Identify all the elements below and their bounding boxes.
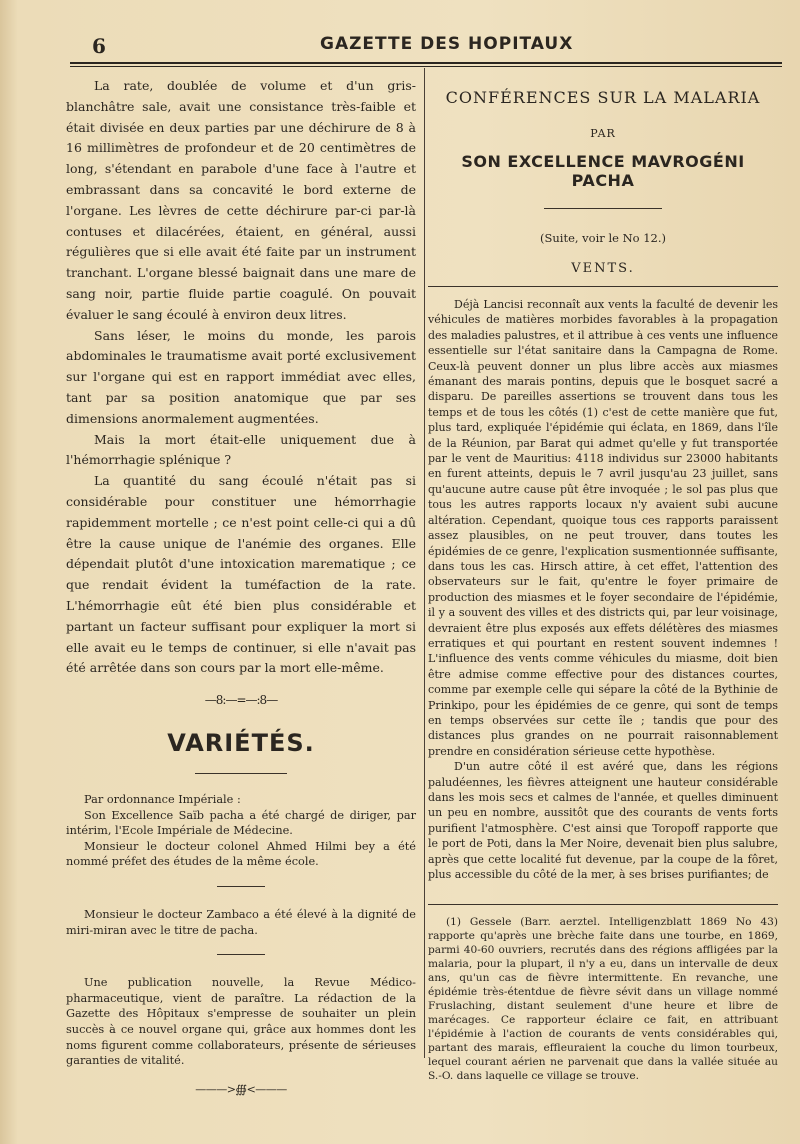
footnote: (1) Gessele (Barr. aerztel. Intelligenzblatt 1869 No 43) rapporte qu'après une brèche faite dans une tourbe, en 1869, parmi 40-60 ouvriers, recrutés dans des régions affligées par la malaria, pour la plupart, il n'y a eu, dans un intervalle de deux ans, qu'un cas de fièvre intermittente. En revanche, une épidémie très-étentdue de fièvre sévit dans un village nommé Fruslaching, distant seulement d'une heure et libre de marécages. Ce rapporteur éclaire ce fait, en attribuant l'épidémie à l'action de courants de vents considérables qui, partant des marais, effleuraient la couche du limon tourbeux, lequel courant aérien ne parvenait que dans la vallée située au S.-O. dans laquelle ce village se trouve. [428,916,778,1083]
title-rule [544,208,662,209]
footnote-rule [428,904,778,905]
article-title: CONFÉRENCES SUR LA MALARIA [445,88,761,107]
section-rule [217,886,265,887]
notice-paragraph: Monsieur le docteur colonel Ahmed Hilmi bey a été nommé préfet des études de la même école. [66,839,416,869]
article-author: SON EXCELLENCE MAVROGÉNI PACHA [461,152,745,190]
body-paragraph: Sans léser, le moins du monde, les parois abdominales le traumatisme avait porté exclusivement sur l'organe qui est en rapport immédiat avec elles, tant par sa position anatomique que par ses dimensions anormalement augmentées. [66,327,416,426]
byline-par: PAR [590,127,616,140]
running-title: GAZETTE DES HOPITAUX [320,34,574,54]
notice-paragraph: Par ordonnance Impériale : [84,793,241,807]
column-divider [424,68,425,1058]
notice-paragraph: Une publication nouvelle, la Revue Médico-pharmaceutique, vient de paraître. La rédaction de la Gazette des Hôpitaux s'empresse de souhaiter un plein succès à ce nouvel organe qui, grâce aux hommes dont les noms figurent comme collaborateurs, présente de sérieuses garanties de vitalité. [66,976,416,1068]
section-heading: VENTS. [571,261,635,276]
continuation-note: (Suite, voir le No 12.) [540,231,666,245]
right-column [428,76,778,1083]
section-rule [195,773,287,774]
body-paragraph: Déjà Lancisi reconnaît aux vents la faculté de devenir les véhicules de matières morbides favorables à la propagation des maladies palustres, et il attribue à ces vents une influence essentielle sur l'état sanitaire dans la Campagna de Rome. Ceux-là peuvent donner un plus libre accès aux miasmes émanant des marais pontins, depuis que le bosquet sacré a disparu. De pareilles assertions se trouvent dans tous les temps et de tous les côtés (1) c'est de cette manière que fut, plus tard, expliquée l'épidémie qui éclata, en 1869, dans l'île de la Réunion, par Barat qui admet qu'elle y fut transportée par le vent de Mauritius: 4118 individus sur 23000 habitants en furent atteints, depuis le 7 avril jusqu'au 23 juillet, sans qu'aucune autre cause pût être invoquée ; le sol pas plus que tous les autres rapports locaux n'y avaient subi aucune altération. Cependant, quoique tous ces rapports paraissent assez plausibles, on ne peut trouver, dans toutes les épidémies de ce genre, l'explication susmentionnée suffisante, dans tous les cas. Hirsch attire, à cet effet, l'attention des observateurs sur le fait, qu'entre le foyer primaire de production des miasmes et le foyer secondaire de l'épidémie, il y a souvent des villes et des districts qui, par leur voisinage, devraient être plus exposés aux effets délétères des miasmes erratiques et qui pourtant en restent souvent indemnes ! L'influence des vents comme véhicules du miasme, doit bien être admise comme effective pour des distances courtes, comme par exemple celle qui sépare la côté de la Bythinie de Prinkipo, pour les épidémies de ce genre, qui sont de temps en temps observées sur cette île ; tandis que pour des distances plus grandes on ne pourrait raisonnablement prendre en considération sérieuse cette hypothèse. [428,298,778,758]
notice-paragraph: Son Excellence Saïb pacha a été chargé de diriger, par intérim, l'Ecole Impériale de Médecine. [66,808,416,838]
notice-paragraph: Monsieur le docteur Zambaco a été élevé à la dignité de miri-miran avec le titre de pacha. [66,908,416,937]
page-number: 6 [92,34,106,58]
body-paragraph: La quantité du sang écoulé n'était pas si considérable pour constituer une hémorrhagie rapidemment mortelle ; ce n'est point celle-ci qui a dû être la cause unique de l'anémie des organes. Elle dépendait plutôt d'une intoxication marematique ; ce que rendait évident la tuméfaction de la rate. L'hémorrhagie eût été bien plus considérable et partant un facteur suffisant pour expliquer la mort si elle avait eu le temps de continuer, si elle n'avait pas été arrêtée dans son cours par la mort elle-même. [66,473,416,676]
body-paragraph: Mais la mort était-elle uniquement due à l'hémorrhagie splénique ? [66,431,416,468]
end-ornament: ———>∰<——— [195,1082,287,1096]
varietes-heading: VARIÉTÉS. [167,729,315,758]
body-paragraph: La rate, doublée de volume et d'un gris-blanchâtre sale, avait une consistance très-faible et était divisée en deux parties par une déchirure de 8 à 16 millimètres de profondeur et de 20 centimètres de long, s'étendant en parabole d'une face à l'autre et embrassant dans sa concavité le bord externe de l'organe. Les lèvres de cette déchirure par-ci par-là contuses et dilacérées, étaient, en général, aussi régulières que si elle avait été faite par un instrument tranchant. L'organe blessé baignait dans une mare de sang noir, partie fluide partie coagulé. On pouvait évaluer le sang écoulé à environ deux litres. [66,78,416,322]
section-rule [217,954,265,955]
body-paragraph: D'un autre côté il est avéré que, dans les régions paludéennes, les fièvres atteignent une hauteur considérable dans les mois secs et calmes de l'année, et quelles diminuent un peu en nombre, aussitôt que des courants de vents forts purifient l'atmosphère. C'est ainsi que Toropoff rapporte que le port de Poti, dans la Mer Noire, devenait bien plus salubre, après que cette localité fut devenue, par la coupe de la fôret, plus accessible du côté de la mer, à ses brises purifiantes; de [428,760,778,882]
left-column [66,76,416,1096]
section-ornament: —8:—=—:8— [204,693,278,708]
header-rule [70,62,782,67]
section-rule [428,286,778,287]
